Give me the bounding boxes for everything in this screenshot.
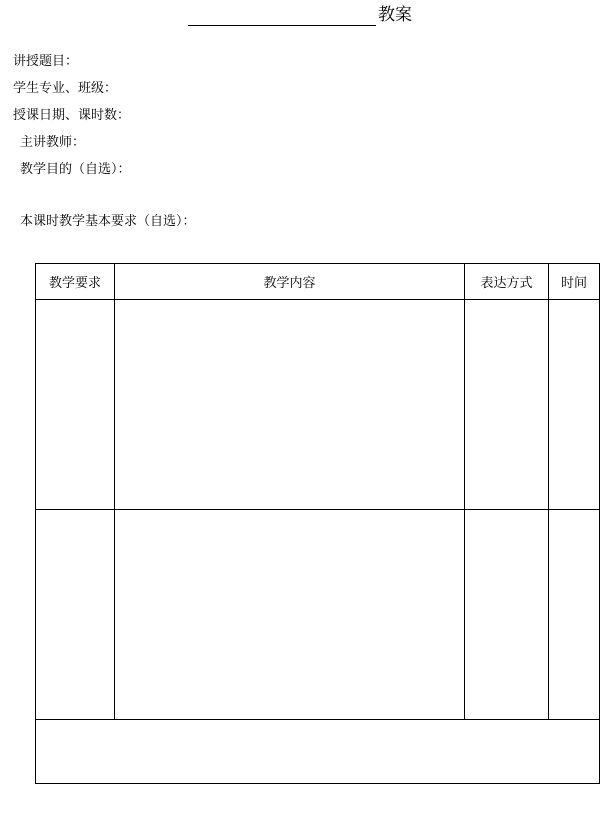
date-hours-label: 授课日期、课时数： — [13, 108, 131, 123]
requirements-cell — [36, 300, 115, 510]
teacher-label: 主讲教师： — [20, 135, 86, 150]
requirements-cell — [36, 510, 115, 720]
column-header-time: 时间 — [549, 264, 600, 300]
document-title-area — [0, 4, 600, 26]
time-cell — [549, 300, 600, 510]
content-cell — [115, 300, 465, 510]
table-footer-row — [36, 720, 600, 784]
column-header-content: 教学内容 — [115, 264, 465, 300]
table-row — [36, 510, 600, 720]
basic-requirements-label: 本课时教学基本要求（自选）： — [20, 214, 196, 229]
summary-cell — [36, 720, 600, 784]
content-cell — [115, 510, 465, 720]
method-cell — [465, 300, 549, 510]
method-cell — [465, 510, 549, 720]
lesson-plan-table — [35, 263, 600, 784]
column-header-method: 表达方式 — [465, 264, 549, 300]
topic-label: 讲授题目： — [13, 54, 79, 69]
column-header-requirements: 教学要求 — [36, 264, 115, 300]
table-row — [36, 300, 600, 510]
objectives-label: 教学目的（自选）： — [20, 162, 131, 177]
document-title: 教案 — [378, 5, 412, 25]
major-class-label: 学生专业、班级： — [13, 81, 118, 96]
time-cell — [549, 510, 600, 720]
table-header-row — [36, 264, 600, 300]
course-name-blank — [188, 4, 376, 26]
